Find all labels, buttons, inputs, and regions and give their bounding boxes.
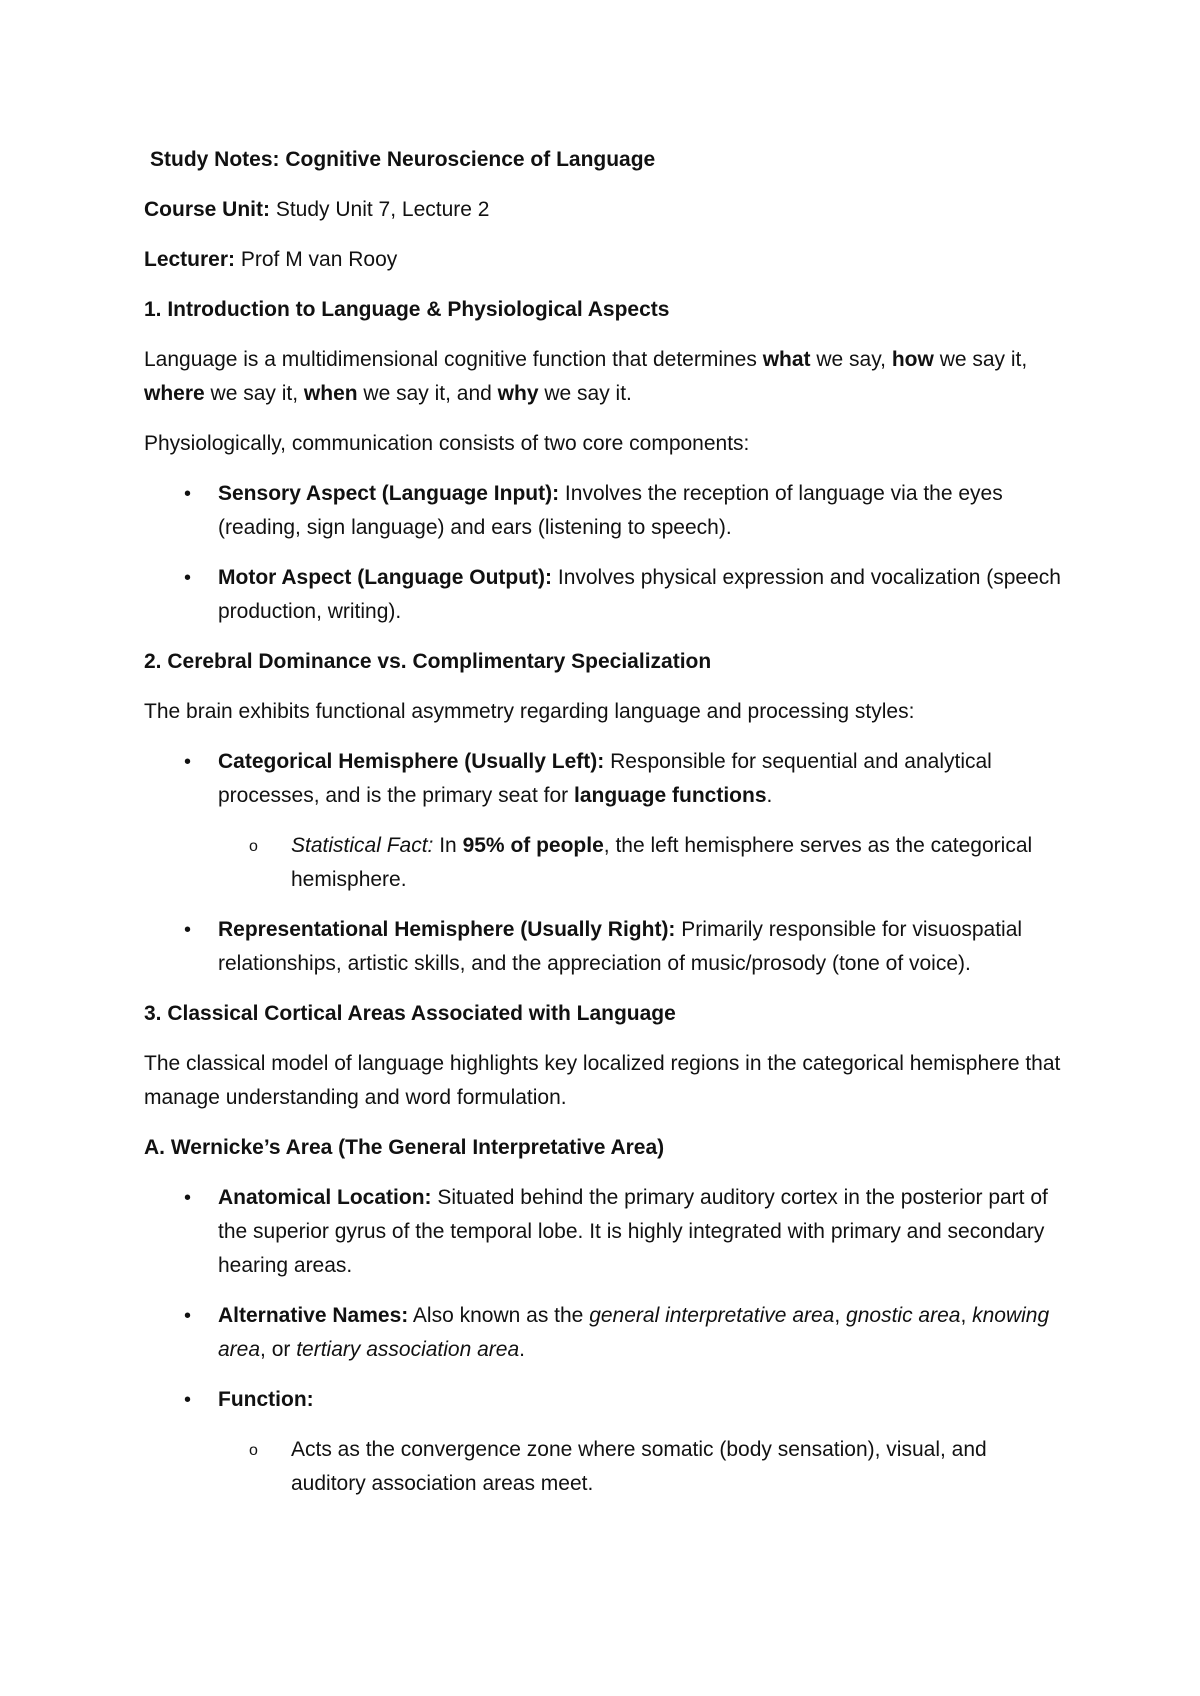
bullet-text: Involves physical expression and vocalization (speech production, writing). [218,566,1061,623]
bullet-label: Sensory Aspect (Language Input): [218,482,560,505]
list-item [144,745,1064,897]
bullet-italic: general interpretative area [589,1304,835,1327]
bullet-icon: • [184,1389,192,1411]
section2-bullet-list [144,745,1064,981]
course-unit-label: Course Unit: [144,198,270,221]
bold-run: where [144,382,205,405]
bullet-label: Categorical Hemisphere (Usually Left): [218,750,605,773]
bullet-italic: tertiary association area [296,1338,520,1361]
bullet-italic: gnostic area [846,1304,961,1327]
bullet-text: Primarily responsible for visuospatial relationships, artistic skills, and the appreciation of music/prosody (tone of voice). [218,918,1023,975]
lecturer-label: Lecturer: [144,248,236,271]
document-body [144,143,1064,1517]
list-item [144,1299,1064,1367]
bullet-icon: • [184,1305,192,1327]
bold-run: how [891,348,934,371]
sub-bullet-icon: o [249,838,258,855]
section2-paragraph-1: The brain exhibits functional asymmetry regarding language and processing styles: [144,700,915,723]
bullet-text: , or [260,1338,297,1361]
text-run: we say it. [538,382,632,405]
bullet-label: Representational Hemisphere (Usually Right): [218,918,676,941]
list-item [144,1383,1064,1501]
text-run: Language is a multidimensional cognitive function that determines [144,348,763,371]
lecturer-value: Prof M van Rooy [235,248,398,271]
bullet-text: , [960,1304,973,1327]
text-run: we say it, [204,382,304,405]
section3-subheading: A. Wernicke’s Area (The General Interpretative Area) [144,1136,665,1159]
section1-bullet-list [144,477,1064,629]
list-item [144,1181,1064,1283]
bullet-icon: • [184,751,192,773]
section3-heading: 3. Classical Cortical Areas Associated with Language [144,1002,676,1025]
sub-bullet-list [218,829,1064,897]
bullet-icon: • [184,919,192,941]
sub-bullet-list [218,1433,1064,1501]
sub-bullet-text: In [433,834,463,857]
bullet-label: Anatomical Location: [218,1186,432,1209]
bullet-icon: • [184,567,192,589]
course-unit-line [144,193,1064,227]
sub-bullet-icon: o [249,1442,258,1459]
lecturer-line [144,243,1064,277]
list-item [144,477,1064,545]
bullet-icon: • [184,483,192,505]
section3-bullet-list [144,1181,1064,1501]
section1-heading: 1. Introduction to Language & Physiological Aspects [144,298,670,321]
bullet-text: . [519,1338,526,1361]
bullet-label: Alternative Names: [218,1304,409,1327]
text-run: we say it, [933,348,1028,371]
bold-run: what [762,348,811,371]
sub-list-item [218,829,1064,897]
section1-paragraph-2: Physiologically, communication consists of two core components: [144,432,750,455]
bold-run: when [303,382,358,405]
section2-heading: 2. Cerebral Dominance vs. Complimentary Specialization [144,650,712,673]
bullet-italic: knowing area [218,1304,1050,1361]
list-item [144,913,1064,981]
text-run: we say it, and [357,382,498,405]
bullet-text: Situated behind the primary auditory cortex in the posterior part of the superior gyrus of the temporal lobe. It is highly integrated with primary and secondary hearing areas. [218,1186,1048,1277]
sub-bullet-text: Acts as the convergence zone where somatic (body sensation), visual, and auditory association areas meet. [291,1438,987,1495]
title-text: Study Notes: Cognitive Neuroscience of Language [150,148,656,171]
sub-bullet-bold: 95% of people [462,834,604,857]
bullet-label: Function: [218,1388,314,1411]
sub-list-item [218,1433,1064,1501]
course-unit-value: Study Unit 7, Lecture 2 [270,198,490,221]
sub-bullet-italic: Statistical Fact: [291,834,434,857]
bullet-label: Motor Aspect (Language Output): [218,566,553,589]
bullet-text: . [766,784,773,807]
section1-paragraph-1 [144,343,1064,411]
sub-bullet-text: , the left hemisphere serves as the categorical hemisphere. [291,834,1033,891]
bullet-bold-text: language functions [574,784,767,807]
document-title [150,143,1064,177]
section3-paragraph-1: The classical model of language highlights key localized regions in the categorical hemisphere that manage understanding and word formulation. [144,1052,1061,1109]
bullet-icon: • [184,1187,192,1209]
bullet-text: , [834,1304,847,1327]
bold-run: why [497,382,539,405]
text-run: we say, [810,348,892,371]
bullet-text: Involves the reception of language via the eyes (reading, sign language) and ears (listening to speech). [218,482,1003,539]
bullet-text: Responsible for sequential and analytical processes, and is the primary seat for [218,750,992,807]
list-item [144,561,1064,629]
bullet-text: Also known as the [408,1304,590,1327]
